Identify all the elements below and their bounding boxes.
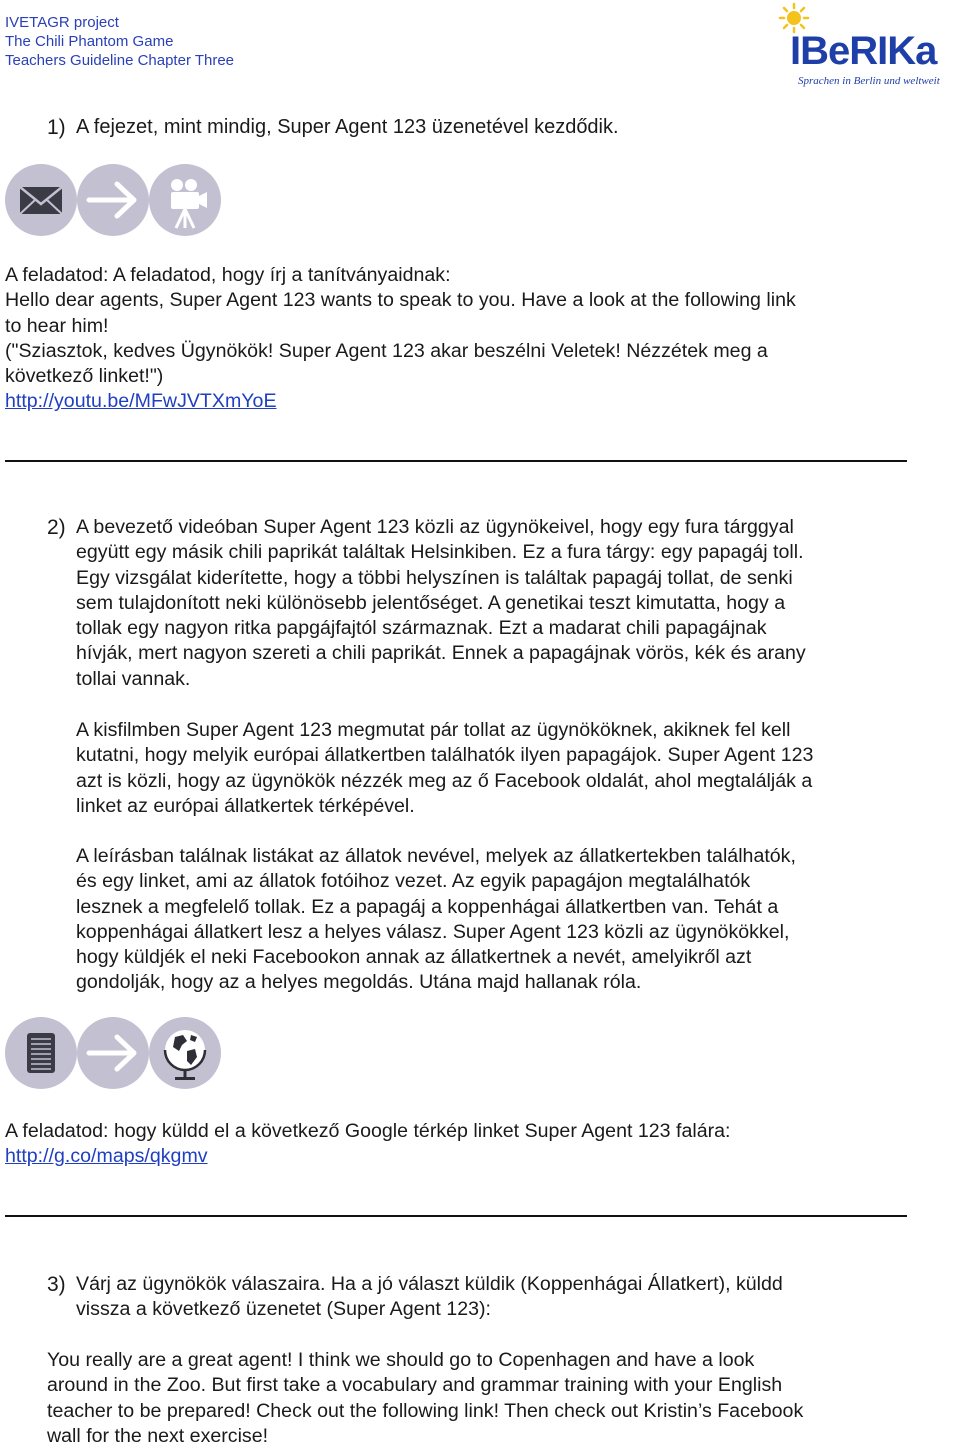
message-line: You really are a great agent! I think we should go to Copenhagen and have a look bbox=[47, 1349, 755, 1371]
section-divider bbox=[5, 1215, 907, 1217]
section-3-intro bbox=[76, 1272, 783, 1323]
paragraph-line: linket az európai állatkertek térképével. bbox=[76, 794, 415, 817]
task-line: Hello dear agents, Super Agent 123 wants to speak to you. Have a look at the following link bbox=[5, 289, 796, 312]
header-game-title: The Chili Phantom Game bbox=[5, 33, 174, 50]
section-2-para2 bbox=[76, 718, 813, 819]
header-project: IVETAGR project bbox=[5, 14, 119, 31]
sun-icon bbox=[780, 4, 808, 32]
youtube-link[interactable]: http://youtu.be/MFwJVTXmYoE bbox=[5, 390, 277, 413]
paragraph-line: A kisfilmben Super Agent 123 megmutat pár tollat az ügynököknek, akiknek fel kell bbox=[76, 719, 791, 741]
paragraph-line: azt is közli, hogy az ügynökök nézzék meg az ő Facebook oldalát, ahol megtalálják a bbox=[76, 769, 813, 792]
task-line: következő linket!") bbox=[5, 365, 164, 388]
arrow-icon bbox=[77, 164, 149, 236]
paragraph-line: tollak egy nagyon ritka papgájfajtól származnak. Ezt a madarat chili papagájnak bbox=[76, 617, 767, 640]
logo-wordmark: IBeRIKa bbox=[790, 29, 937, 73]
agent-message bbox=[47, 1348, 803, 1449]
iberika-logo bbox=[774, 2, 958, 90]
arrow-icon bbox=[77, 1017, 149, 1089]
paragraph-line: hogy küldjék el neki Facebookon annak az állatkertnek a nevét, amelyikről azt bbox=[76, 946, 752, 969]
paragraph-line: koppenhágai állatkert lesz a helyes válasz. Super Agent 123 közli az ügynökökkel, bbox=[76, 920, 790, 943]
section-1-task bbox=[5, 263, 796, 415]
document-icon bbox=[5, 1017, 77, 1089]
paragraph-line: Várj az ügynökök válaszaira. Ha a jó választ küldik (Koppenhágai Állatkert), küldd bbox=[76, 1273, 783, 1295]
message-line: teacher to be prepared! Check out the following link! Then check out Kristin’s Facebook bbox=[47, 1399, 804, 1422]
section-2-number: 2) bbox=[47, 516, 66, 539]
paragraph-line: lesznek a megfelelő tollak. Ez a papagáj a koppenhágai állatkertben van. Tehát a bbox=[76, 895, 779, 918]
message-line: around in the Zoo. But first take a vocabulary and grammar training with your English bbox=[47, 1374, 783, 1397]
logo-tagline: Sprachen in Berlin und weltweit bbox=[798, 75, 940, 87]
globe-icon bbox=[149, 1017, 221, 1089]
paragraph-line: A bevezető videóban Super Agent 123 közli az ügynökeivel, hogy egy fura tárggyal bbox=[76, 516, 794, 538]
paragraph-line: tollai vannak. bbox=[76, 667, 191, 690]
section-2-para3 bbox=[76, 844, 796, 996]
section-3-number: 3) bbox=[47, 1273, 66, 1296]
paragraph-line: Egy vizsgálat kiderítette, hogy a többi helyszínen is találtak papagáj tollat, de senki bbox=[76, 566, 793, 589]
header-chapter: Teachers Guideline Chapter Three bbox=[5, 52, 235, 69]
google-maps-link[interactable]: http://g.co/maps/qkgmv bbox=[5, 1145, 208, 1168]
task-line: to hear him! bbox=[5, 314, 109, 337]
paragraph-line: együtt egy másik chili paprikát találtak Helsinkiben. Ez a fura tárgy: egy papagáj toll. bbox=[76, 541, 804, 564]
mail-icon bbox=[5, 164, 77, 236]
paragraph-line: hívják, mert nagyon szereti a chili paprikát. Ennek a papagájnak vörös, kék és arany bbox=[76, 642, 806, 665]
video-camera-icon bbox=[149, 164, 221, 236]
paragraph-line: vissza a következő üzenetet (Super Agent 123): bbox=[76, 1298, 491, 1321]
task-line: ("Sziasztok, kedves Ügynökök! Super Agent 123 akar beszélni Veletek! Nézzétek meg a bbox=[5, 339, 768, 362]
document-header bbox=[5, 13, 234, 70]
section-1-intro: A fejezet, mint mindig, Super Agent 123 üzenetével kezdődik. bbox=[76, 116, 619, 138]
paragraph-line: sem tulajdonított neki különösebb jelentőséget. A genetikai teszt kimutatta, hogy a bbox=[76, 591, 786, 614]
section-2-body bbox=[76, 515, 806, 692]
message-line: wall for the next exercise! bbox=[47, 1424, 269, 1447]
paragraph-line: A leírásban találnak listákat az állatok nevével, melyek az állatkertekben találhatók, bbox=[76, 845, 796, 867]
section-divider bbox=[5, 460, 907, 462]
paragraph-line: és egy linket, ami az állatok fotóihoz vezet. Az egyik papagájon megtalálhatók bbox=[76, 870, 751, 893]
section-1-number: 1) bbox=[47, 116, 66, 139]
paragraph-line: gondolják, hogy az a helyes megoldás. Utána majd hallanak róla. bbox=[76, 971, 642, 994]
task-line: A feladatod: A feladatod, hogy írj a tanítványaidnak: bbox=[5, 264, 451, 286]
paragraph-line: kutatni, hogy melyik európai állatkertben találhatók ilyen papagájok. Super Agent 123 bbox=[76, 744, 814, 767]
task-line: A feladatod: hogy küldd el a következő Google térkép linket Super Agent 123 falára: bbox=[5, 1120, 731, 1142]
section-2-task bbox=[5, 1119, 730, 1170]
